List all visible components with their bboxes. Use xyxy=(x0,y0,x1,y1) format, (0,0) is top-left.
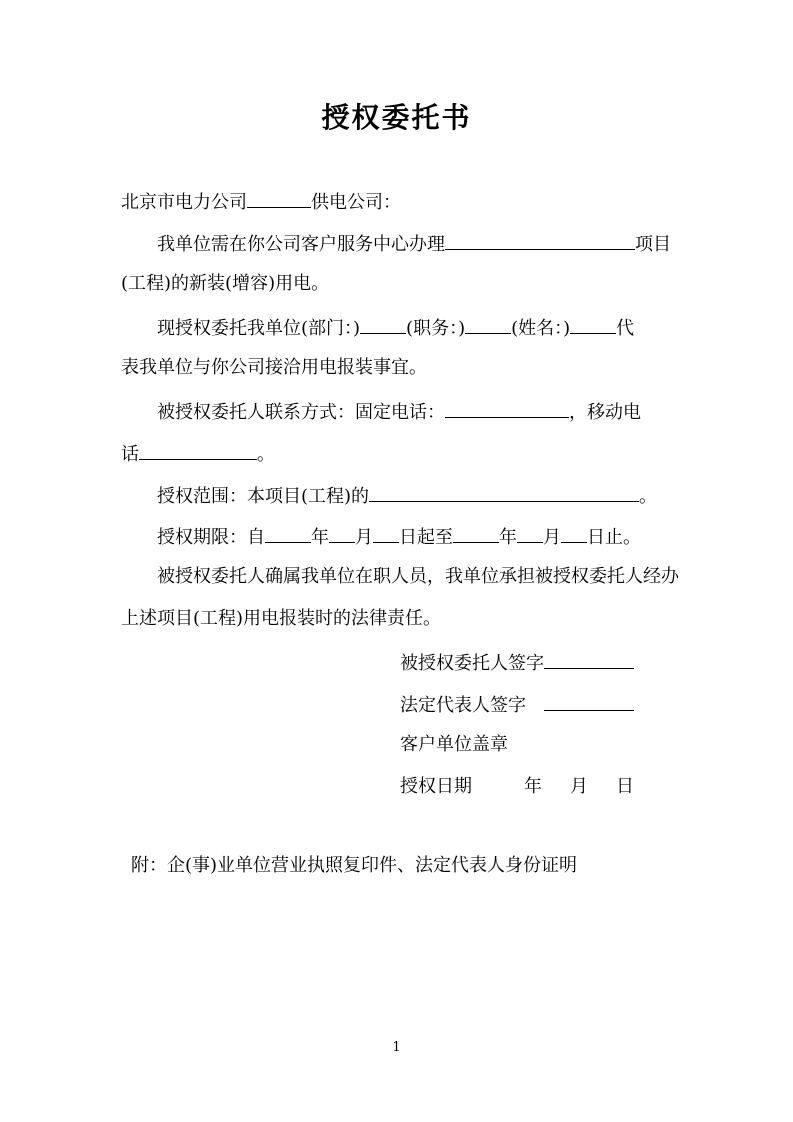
para2-title-label: (职务：) xyxy=(406,318,466,339)
period-label: 授权期限：自 xyxy=(157,527,265,548)
name-blank[interactable] xyxy=(570,313,616,334)
auth-date-day: 日 xyxy=(616,776,634,797)
auth-date-label: 授权日期 xyxy=(400,776,472,797)
start-month-blank[interactable] xyxy=(329,522,355,543)
para2-name-label: (姓名：) xyxy=(511,318,571,339)
para3-landline-label: 被授权委托人联系方式：固定电话： xyxy=(157,402,445,423)
branch-blank[interactable] xyxy=(247,187,311,208)
legal-rep-signature-line xyxy=(400,690,634,719)
para4-line xyxy=(157,481,657,510)
para2-dai: 代 xyxy=(616,318,635,339)
start-day-label: 日起至 xyxy=(399,527,453,548)
end-year-blank[interactable] xyxy=(453,522,499,543)
attachment-note: 附：企(事)业单位营业执照复印件、法定代表人身份证明 xyxy=(131,855,578,876)
para4-scope-label: 授权范围：本项目(工程)的 xyxy=(157,486,370,507)
project-name-blank[interactable] xyxy=(445,229,635,250)
end-day-label: 日止。 xyxy=(587,527,641,548)
start-year-label: 年 xyxy=(311,527,329,548)
end-year-label: 年 xyxy=(499,527,517,548)
para3-mobile-label: ，移动电 xyxy=(569,402,641,423)
document-title: 授权委托书 xyxy=(321,101,472,134)
agent-signature-label: 被授权委托人签字 xyxy=(400,653,544,674)
dept-blank[interactable] xyxy=(360,313,406,334)
start-day-blank[interactable] xyxy=(373,522,399,543)
para4-period: 。 xyxy=(639,486,658,507)
addressee-suffix: 供电公司： xyxy=(311,192,401,213)
para2-dept-label: 现授权委托我单位(部门：) xyxy=(157,318,361,339)
end-day-blank[interactable] xyxy=(561,522,587,543)
para6-line1: 被授权委托人确属我单位在职人员，我单位承担被授权委托人经办 xyxy=(157,566,679,587)
mobile-blank[interactable] xyxy=(139,439,257,460)
start-month-label: 月 xyxy=(355,527,373,548)
para3-line1 xyxy=(157,397,641,426)
para1-line1 xyxy=(157,229,671,258)
para1-line2: (工程)的新装(增容)用电。 xyxy=(121,273,330,294)
auth-date-year: 年 xyxy=(524,776,542,797)
agent-signature-line xyxy=(400,648,634,677)
start-year-blank[interactable] xyxy=(265,522,311,543)
para5-line xyxy=(157,522,641,551)
para1-text: 我单位需在你公司客户服务中心办理 xyxy=(157,234,445,255)
auth-date-line xyxy=(400,774,634,800)
para3-line2 xyxy=(121,439,275,468)
end-month-label: 月 xyxy=(543,527,561,548)
page-number: 1 xyxy=(392,1040,401,1055)
position-blank[interactable] xyxy=(465,313,511,334)
legal-rep-signature-blank[interactable] xyxy=(544,690,634,711)
para6-line2: 上述项目(工程)用电报装时的法律责任。 xyxy=(121,608,442,629)
agent-signature-blank[interactable] xyxy=(544,648,634,669)
para3-period: 。 xyxy=(257,444,275,465)
addressee-prefix: 北京市电力公司 xyxy=(121,192,247,213)
addressee-line xyxy=(121,187,401,216)
end-month-blank[interactable] xyxy=(517,522,543,543)
para2-line1 xyxy=(157,313,634,342)
scope-blank[interactable] xyxy=(369,481,639,502)
auth-date-month: 月 xyxy=(570,776,588,797)
landline-blank[interactable] xyxy=(445,397,569,418)
seal-line: 客户单位盖章 xyxy=(400,734,508,755)
para3-hua: 话 xyxy=(121,444,139,465)
para1-project-word: 项目 xyxy=(635,234,671,255)
legal-rep-signature-label: 法定代表人签字 xyxy=(400,695,526,716)
para2-line2: 表我单位与你公司接洽用电报装事宜。 xyxy=(121,357,427,378)
